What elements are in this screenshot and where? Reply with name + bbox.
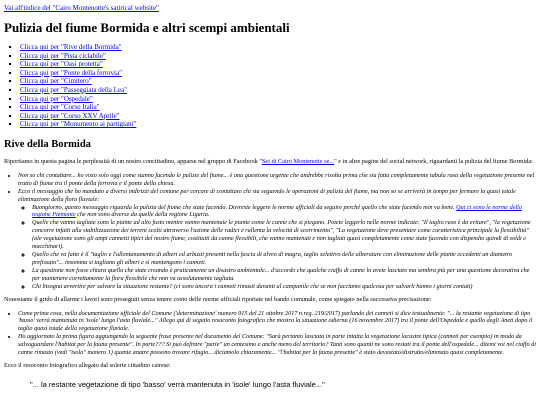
toc-item — [20, 52, 536, 61]
regional-norms-link[interactable]: Qui ci sono le norme della regione Piemonte — [32, 203, 522, 219]
message-sub-list — [18, 204, 536, 291]
list-item — [18, 333, 536, 357]
list-item — [18, 310, 536, 334]
toc-link-corso-xxv-aprile[interactable]: Clicca qui per "Corso XXV Aprile" — [20, 111, 120, 120]
sub-item-text: Quello che va fatto è il "taglio e l'allontanamento di alberi ed arbusti presenti nella fascia di alveo di magra, taglio selettivo delle alberature con eliminazione delle piante eccedenti un diametro prefissato"... insomma si tagliano gli alberi e si mantengono i canneti. — [32, 251, 513, 266]
sub-item-text: Quelle che vanno tagliate sono le piante ad alto fusto mentre vanno mantenute le piante come le canne che si piegano. Potete leggerlo nelle norme indicate: "Il taglio raso è da evitare", "la vegetazione concorre infatti alla stabilizzazione dei terreni scolti attraverso l'azione delle radici e rallenta la velocità di scorrimento", "La vegetazione deve presentare come caratteristica principale la flessibilità" (ale vegetazione sono gli ampi cannetti tipici del nostro fiume, costituiti da canne flessibili, che vanno mantenuti e non tagliati quasi completamente come state facendo con dispendio quindi di soldi e macchinari). — [32, 219, 531, 251]
toc-link-ponte-della-ferrovia[interactable]: Clicca qui per "Ponte della ferrovia" — [20, 68, 122, 77]
toc-item — [20, 69, 536, 78]
toc-link-monumento-ai-partigiani[interactable]: Clicca qui per "Monumento ai partigiani" — [20, 120, 137, 129]
sub-item-text: che non sono diverse da quelle della regione Liguria. — [75, 211, 210, 219]
toc-link-cimitero[interactable]: Clicca qui per "Cimitero" — [20, 77, 92, 86]
toc-link-pista-ciclabile[interactable]: Clicca qui per "Pista ciclabile" — [20, 51, 106, 60]
sub-item-text: Buongiorno, questo messaggio riguarda la pulizia del fiume che state facendo. Dovreste leggere le norme ufficiali da seguire perché quello che state facendo non va bene. — [32, 203, 457, 211]
toc-item — [20, 77, 536, 86]
clarification-list — [4, 310, 536, 357]
toc-item — [20, 86, 536, 95]
document-quote: "... la restante vegetazione di tipo 'basso' verrà mantenuta in 'isole' lungo l'asta fluviale..." — [30, 379, 325, 389]
toc-link-ospedale[interactable]: Clicca qui per "Ospedale" — [20, 94, 93, 103]
table-of-contents — [4, 43, 536, 129]
index-link[interactable]: Vai all'indice del "Cairo Montenotte's satirical website" — [4, 4, 159, 12]
toc-item — [20, 43, 536, 52]
sub-list-item — [32, 251, 536, 267]
toc-item — [20, 95, 536, 104]
toc-link-passeggiata-della-lea[interactable]: Clicca qui per "Passeggiata della Lea" — [20, 85, 127, 94]
intro-text-after: " e in altre pagine del social network, riguardanti la pulizia del fiume Bormida: — [334, 157, 533, 165]
sub-list-item — [32, 219, 536, 251]
list-item-text: Ecco il messaggio che ho mandato a diversi indirizzi del comune per cercare di contattare chi sta seguendo le operazioni di pulizia del fiume, ma non so se arriverà in tempo per fermare la quasi totale eliminazione della flora fluviale: — [18, 187, 516, 203]
list-item — [18, 172, 536, 188]
sub-list-item — [32, 204, 536, 220]
facebook-group-link[interactable]: Sei di Cairo Montenotte se... — [261, 157, 335, 165]
list-item-text: Non so chi contattare... ho visto solo oggi come stanno facendo le pulizie del fiume... è una questione urgente che andrebbe risolta prima che sia fatta completamente tabula rasa della vegetazione presente nel tratto di fiume tra il ponte della ferrovia e il ponte della chiesa. — [18, 171, 535, 187]
toc-item — [20, 112, 536, 121]
toc-link-rive-della-bormida[interactable]: Clicca qui per "Rive della Bormida" — [20, 43, 122, 51]
continuation-paragraph: Nonostante il grido di allarme i lavori sono proseguiti senza tenere conto delle norme ufficiali riportate nel bando comunale, come spiegato nella successiva precisazione: — [4, 295, 432, 303]
list-item-text: Come prima cosa, nella documentazione ufficiale del Comune ('determinazione' numero 915 del 21 ottobre 2017 n.reg. 219/2017) parlando dei canneti si dice testualmente: "... la restante vegetazione di tipo 'basso' verrà mantenuta in 'isole' lungo l'asta fluviale..." Allego qui di seguito resoconto fotografico che mostra la situazione odierna (16 novembre 2017) tra il ponte dell'Ospedale e quello degli Aneti dopo il taglio quasi totale della vegetazione fluviale. — [18, 309, 533, 333]
toc-item — [20, 60, 536, 69]
list-item — [18, 188, 536, 291]
section-title: Rive della Bormida — [4, 138, 91, 150]
sub-item-text: Chi bisogna avvertire per salvare la situazione restante? (ci sono ancora i canneti rimasti davanti al campanile che se non facciamo qualcosa per salvarli hanno i giorni contati) — [32, 282, 473, 290]
toc-item — [20, 120, 536, 129]
toc-item — [20, 103, 536, 112]
toc-link-oasi-protetta[interactable]: Clicca qui per "Oasi protetta" — [20, 60, 103, 69]
intro-paragraph — [4, 158, 536, 166]
page-title: Pulizia del fiume Bormida e altri scempi ambientali — [4, 20, 290, 35]
citizen-message-list — [4, 172, 536, 291]
list-item-text: Ho aggiornato la prima figura aggiungendo la seguente frase presente nel documento del Comune: "Sarà pertanto lasciata in parte intatta la vegetazione lacustre tipica (canneti per esempio) in modo da salvaguardare l'habitat per la fauna presente". In parte??? Si può definire "parte" un centesimo e anche meno del territorio? Tanti sono quanti ne sono restati tra il ponte dell'ospedale... ditemi voi nel ciuffo di canne rimasto (vedi "isola" numero 1) quante anatre possono trovare rifugio... diciamolo chiaramente... "l'habitat per la fauna presente" è stato devastato/distrutto/eliminato quasi completamente. — [18, 333, 536, 357]
sub-list-item — [32, 283, 536, 291]
sub-list-item — [32, 267, 536, 283]
intro-text-before: Riportiamo in questa pagina le perplessità di un nostro concittadino, apparse nel gruppo di Facebook " — [4, 157, 262, 165]
photo-report-intro: Ecco il resoconto fotografico allegato dal solerte cittadino cairese: — [4, 361, 171, 369]
sub-item-text: La questione non fosse chiara quello che state creando è praticamente un disastro ambientale... d'accordo che qualche ciuffo di canne lo avete lasciato ma sembra più per una questione decorativa che per mantenere correttamente la flora flessibile che non va assolutamente tagliata. — [32, 266, 530, 282]
toc-link-corso-italia[interactable]: Clicca qui per "Corso Italia" — [20, 103, 100, 112]
